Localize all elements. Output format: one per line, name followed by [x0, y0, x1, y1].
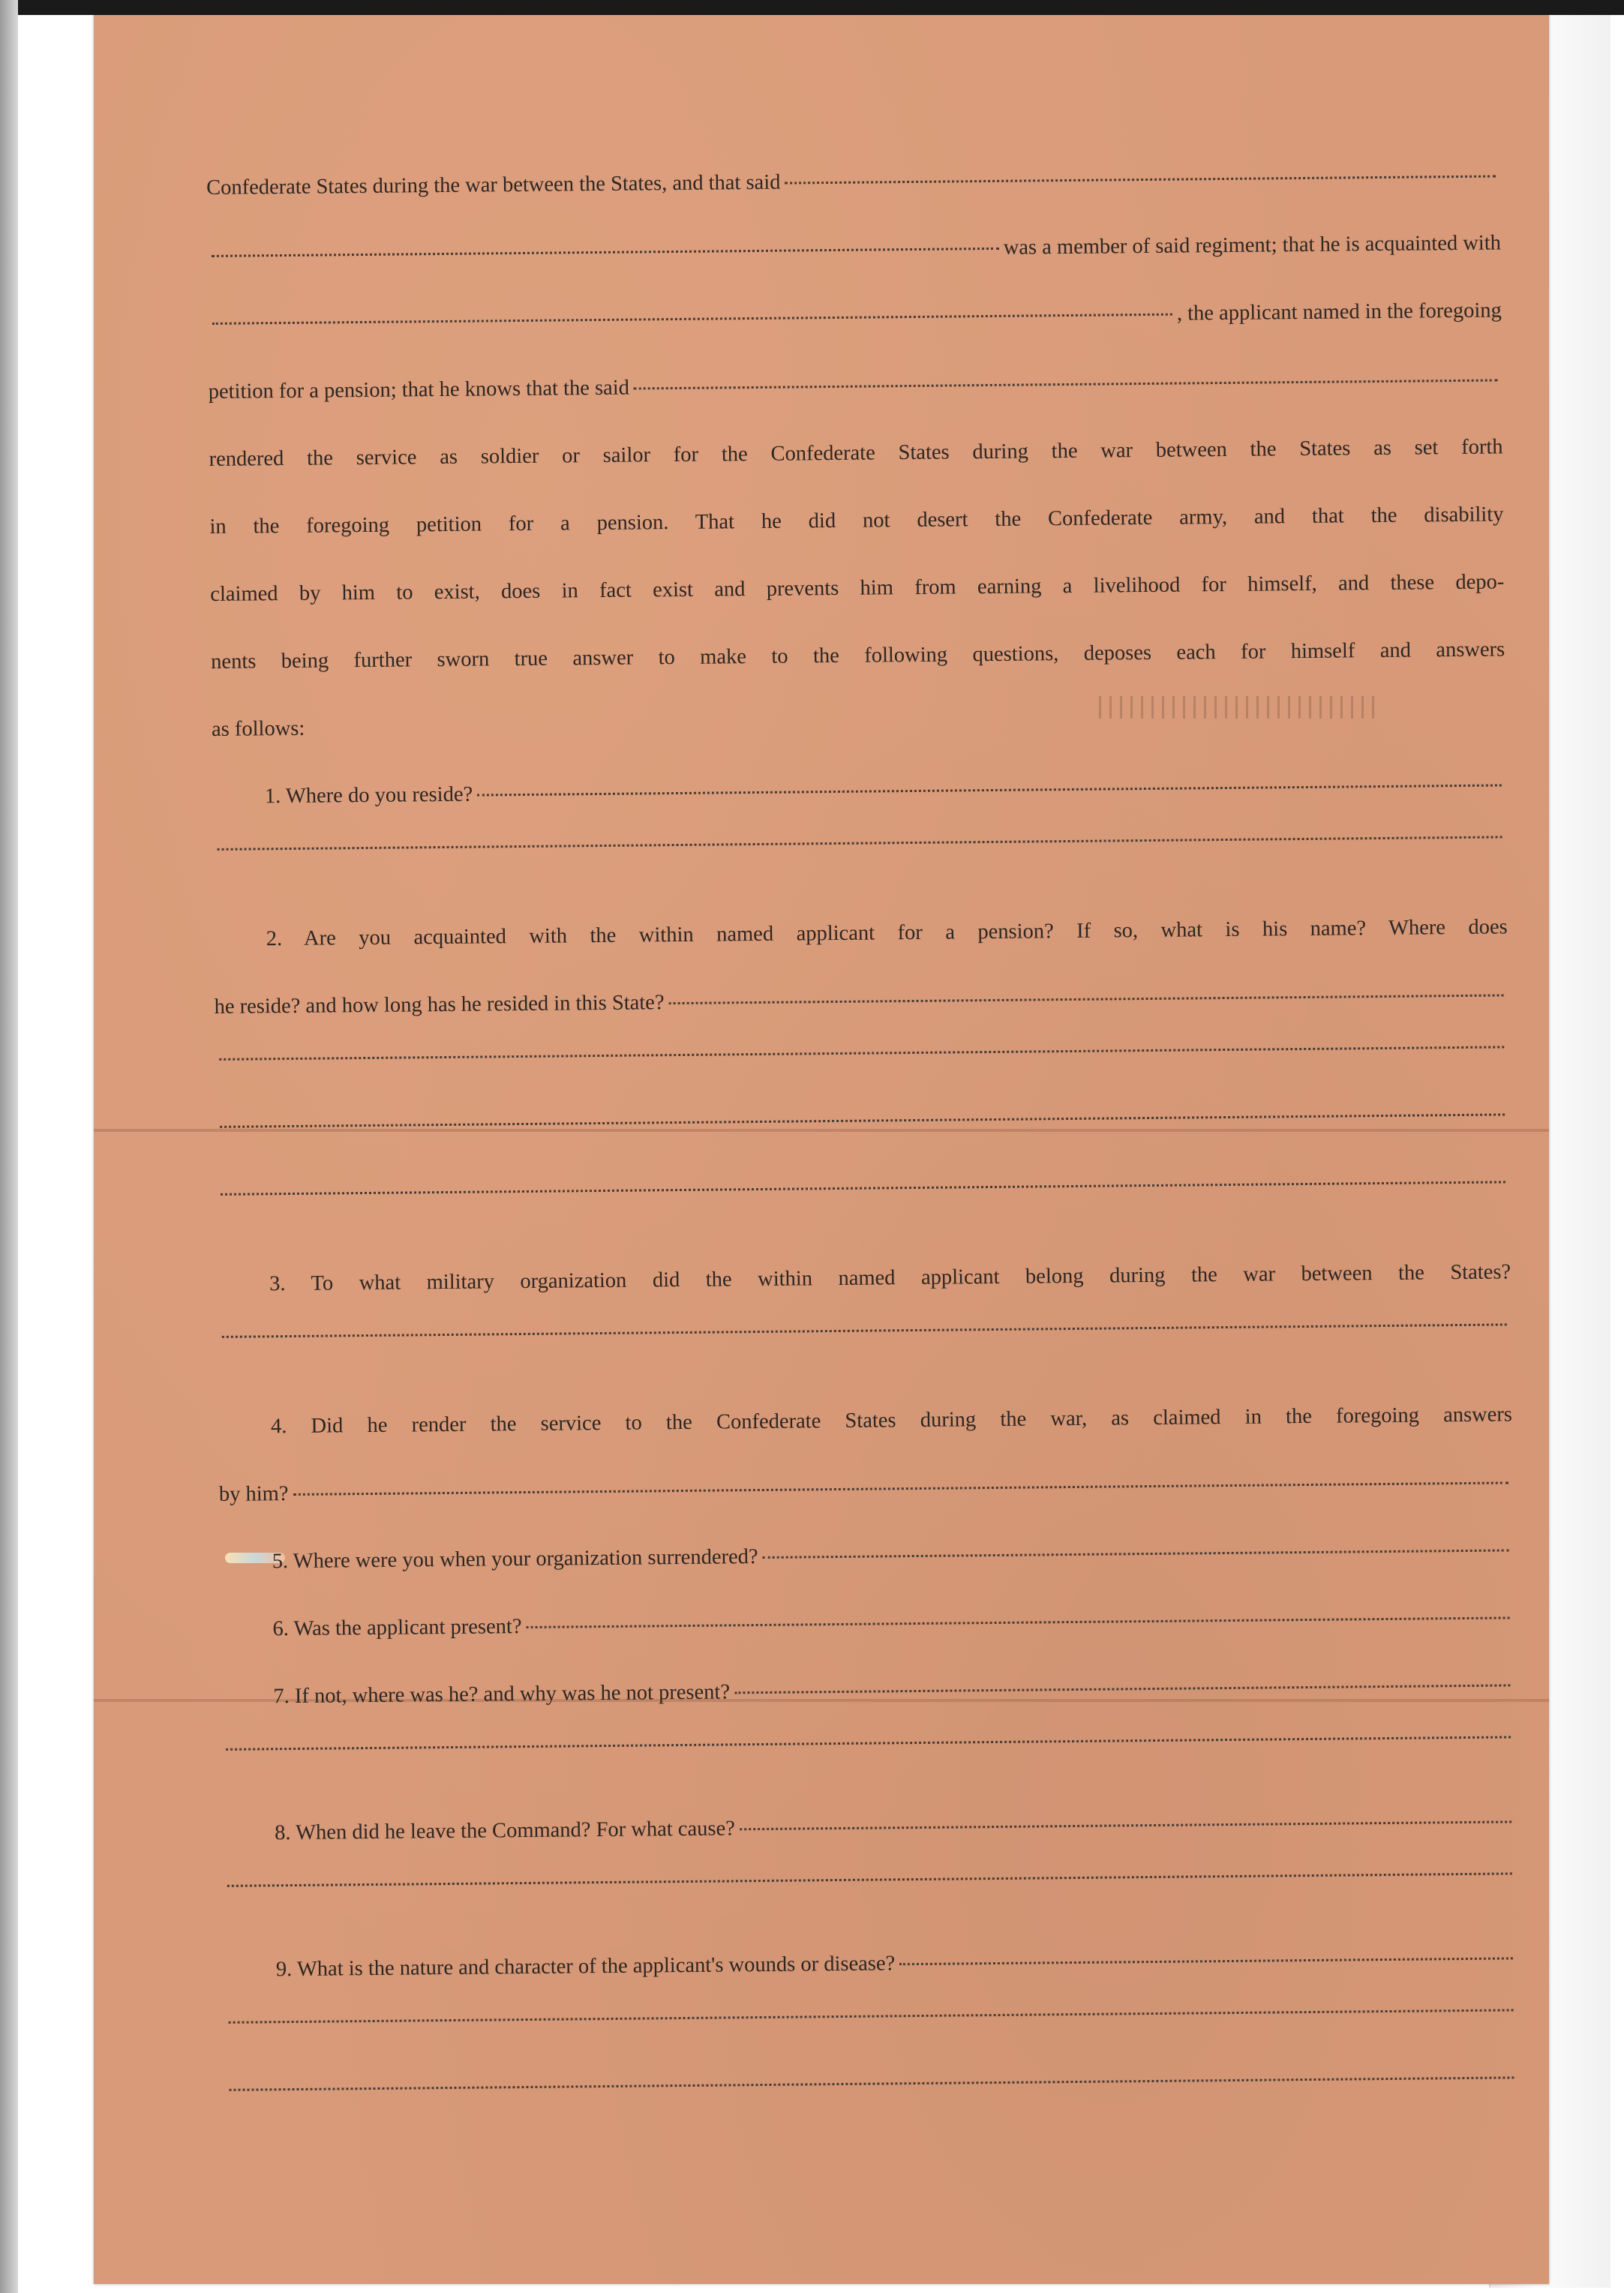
- question-9: [224, 1946, 1517, 1982]
- scan-top-edge: [0, 0, 1624, 15]
- question-5: [220, 1538, 1514, 1574]
- question-text: 6. Was the applicant present?: [272, 1615, 522, 1641]
- answer-field[interactable]: [218, 836, 1502, 850]
- answer-field[interactable]: [763, 1549, 1509, 1559]
- blank-field[interactable]: [785, 175, 1496, 184]
- answer-line: [221, 1740, 1515, 1774]
- answer-line: [225, 2081, 1519, 2114]
- answer-line: [224, 2013, 1518, 2047]
- answer-field[interactable]: [221, 1181, 1505, 1195]
- answer-field[interactable]: [527, 1616, 1510, 1628]
- blank-field[interactable]: [634, 379, 1498, 389]
- answer-field[interactable]: [229, 2076, 1514, 2090]
- question-text: 4. Did he render the service to the Confederate States during the war, as claimed in the foregoing answers: [270, 1403, 1513, 1439]
- intro-line-5: [209, 435, 1502, 469]
- question-2: [214, 915, 1508, 949]
- question-4-cont: [219, 1470, 1513, 1504]
- intro-line-4: [208, 368, 1502, 404]
- intro-text: petition for a pension; that he knows that the said: [208, 376, 630, 404]
- question-text: 9. What is the nature and character of the applicant's wounds or disease?: [275, 1952, 896, 1982]
- answer-field[interactable]: [219, 1046, 1504, 1060]
- question-4: [218, 1403, 1513, 1439]
- intro-text: rendered the service as soldier or sailor for the Confederate States during the war between the States as set forth: [209, 435, 1503, 471]
- question-7: [221, 1673, 1514, 1709]
- answer-field[interactable]: [740, 1820, 1511, 1830]
- answer-line: [218, 1328, 1511, 1361]
- intro-line-3: [208, 299, 1502, 332]
- question-text: 2. Are you acquainted with the within named applicant for a pension? If so, what is his name? Where does: [266, 915, 1508, 951]
- answer-field[interactable]: [227, 1872, 1512, 1886]
- answer-field[interactable]: [477, 784, 1502, 796]
- intro-line-7: [210, 570, 1504, 604]
- answer-field[interactable]: [229, 2009, 1514, 2023]
- intro-text: as follows:: [211, 716, 305, 741]
- intro-text: was a member of said regiment; that he is acquainted with: [1003, 231, 1502, 260]
- answer-line: [223, 1877, 1517, 1910]
- question-text: 1. Where do you reside?: [264, 782, 473, 809]
- answer-line: [213, 840, 1507, 874]
- question-text: he reside? and how long has he resided in this State?: [214, 991, 665, 1019]
- blank-field[interactable]: [212, 314, 1172, 325]
- question-text: 7. If not, where was he? and why was he not present?: [273, 1680, 731, 1709]
- question-6: [220, 1605, 1514, 1639]
- intro-line-8: [211, 638, 1505, 674]
- answer-field[interactable]: [222, 1323, 1507, 1337]
- blank-field[interactable]: [212, 248, 999, 257]
- intro-line-2: [207, 231, 1501, 265]
- scan-left-edge: [0, 0, 18, 2293]
- form-body: [206, 164, 1519, 2114]
- question-text: 8. When did he leave the Command? For what cause?: [275, 1817, 735, 1845]
- intro-text: , the applicant named in the foregoing: [1176, 299, 1502, 326]
- intro-text: Confederate States during the war between the States, and that said: [206, 170, 781, 200]
- pension-form-sheet: [94, 15, 1549, 2284]
- question-1: [212, 773, 1506, 809]
- intro-line-6: [209, 503, 1504, 539]
- intro-text: claimed by him to exist, does in fact exist and prevents him from earning a livelihood for himself, and these depo-: [210, 570, 1505, 606]
- answer-field[interactable]: [669, 994, 1504, 1004]
- intro-text: in the foregoing petition for a pension. That he did not desert the Confederate army, and that the disability: [209, 503, 1504, 539]
- answer-line: [215, 1118, 1509, 1151]
- question-8: [222, 1809, 1516, 1843]
- question-2-cont: [214, 983, 1508, 1019]
- answer-line: [216, 1185, 1510, 1219]
- answer-field[interactable]: [734, 1684, 1510, 1694]
- answer-field[interactable]: [293, 1481, 1508, 1496]
- question-3: [217, 1260, 1511, 1294]
- question-text: 5. Where were you when your organization surrendered?: [272, 1545, 758, 1574]
- question-text: 3. To what military organization did the within named applicant belong during the war between the States?: [269, 1260, 1511, 1296]
- intro-line-9: [212, 705, 1505, 739]
- answer-field[interactable]: [226, 1736, 1511, 1750]
- answer-field[interactable]: [220, 1113, 1505, 1127]
- answer-line: [215, 1050, 1508, 1084]
- question-text: by him?: [218, 1482, 289, 1506]
- answer-field[interactable]: [899, 1957, 1513, 1965]
- intro-line-1: [206, 164, 1500, 200]
- intro-text: nents being further sworn true answer to make to the following questions, deposes each for himself and answers: [211, 638, 1505, 674]
